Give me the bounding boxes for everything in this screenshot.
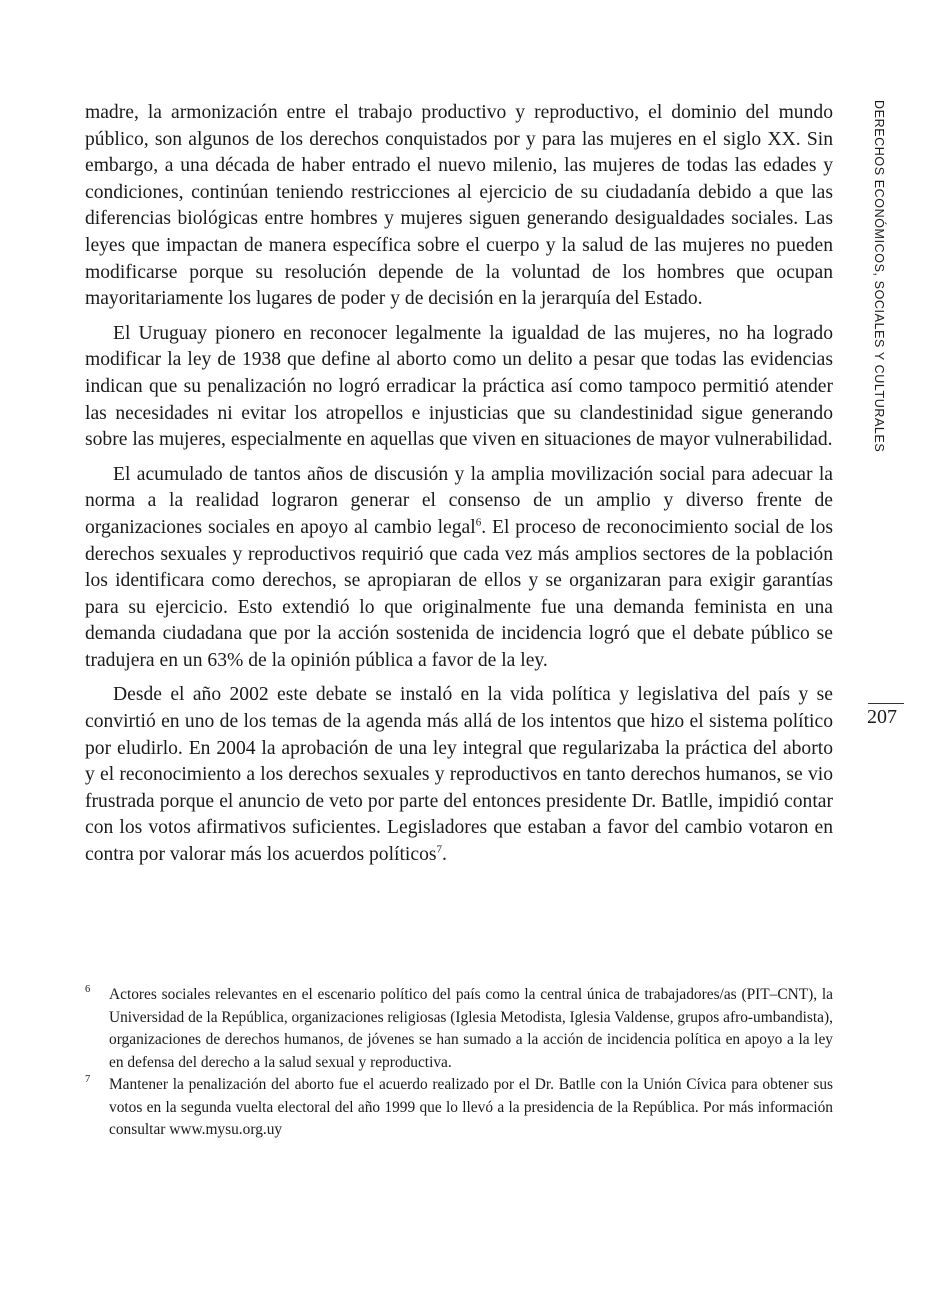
page-number-rule <box>868 703 904 704</box>
section-side-label: DERECHOS ECONÓMICOS, SOCIALES Y CULTURALES <box>872 100 886 453</box>
paragraph-3-text-a: El acumulado de tantos años de discusión y la amplia movilización social para adecuar la norma a la realidad lograron generar el consenso de un amplio y diverso frente de organizaciones sociales en apoyo al cambio legal <box>85 463 833 538</box>
footnote-ref-6: 6 <box>475 516 482 529</box>
paragraph-4-text-b: . <box>442 844 447 866</box>
footnote-ref-7: 7 <box>436 843 442 856</box>
footnote-text-6: Actores sociales relevantes en el escenario político del país como la central única de trabajadores/as (PIT–CNT), la Universidad de la República, organizaciones religiosas (Iglesia Metodista, Iglesia Valdense, grupos afro-umbandista), organizaciones de derechos humanos, de jóvenes se han sumado a la acción de incidencia política en apoyo a la ley en defensa del derecho a la salud sexual y reproductiva. <box>109 986 833 1071</box>
footnote-mark-6: 6 <box>85 984 91 995</box>
footnote-7 <box>85 1074 833 1142</box>
footnote-mark-7: 7 <box>85 1074 91 1085</box>
paragraph-4-text-a: Desde el año 2002 este debate se instaló en la vida política y legislativa del país y se convirtió en uno de los temas de la agenda más allá de los intentos que hizo el sistema político por eludirlo. En 2004 la aprobación de una ley integral que regularizaba la práctica del aborto y el reconocimiento a los derechos sexuales y reproductivos en tanto derechos humanos, se vio frustrada porque el anuncio de veto por parte del entonces presidente Dr. Batlle, impidió contar con los votos afirmativos suficientes. Legisladores que estaban a favor del cambio votaron en contra por valorar más los acuerdos políticos <box>85 684 833 866</box>
page-number: 207 <box>867 706 897 728</box>
body-text <box>85 100 833 877</box>
footnotes <box>85 984 833 1142</box>
footnote-text-7: Mantener la penalización del aborto fue el acuerdo realizado por el Dr. Batlle con la Unión Cívica para obtener sus votos en la segunda vuelta electoral del año 1999 que lo llevó a la presidencia de la República. Por más información consultar www.mysu.org.uy <box>109 1076 833 1138</box>
paragraph-3-text-b: . El proceso de reconocimiento social de los derechos sexuales y reproductivos requirió que cada vez más amplios sectores de la población los identificara como derechos, se apropiaran de ellos y se organizaran para exigir garantías para su ejercicio. Esto extendió lo que originalmente fue una demanda feminista en una demanda ciudadana que por la acción sostenida de incidencia logró que el debate público se tradujera en un 63% de la opinión pública a favor de la ley. <box>85 516 833 671</box>
paragraph-2: El Uruguay pionero en reconocer legalmente la igualdad de las mujeres, no ha logrado modificar la ley de 1938 que define al aborto como un delito a pesar que todas las evidencias indican que su penalización no logró erradicar la práctica así como tampoco permitió atender las necesidades ni evitar los atropellos e injusticias que su clandestinidad sigue generando sobre las mujeres, especialmente en aquellas que viven en situaciones de mayor vulnerabilidad. <box>85 322 833 451</box>
footnote-6 <box>85 984 833 1074</box>
paragraph-3 <box>85 462 833 675</box>
paragraph-4 <box>85 682 833 868</box>
paragraph-1: madre, la armonización entre el trabajo productivo y reproductivo, el dominio del mundo público, son algunos de los derechos conquistados por y para las mujeres en el siglo XX. Sin embargo, a una década de haber entrado el nuevo milenio, las mujeres de todas las edades y condiciones, continúan teniendo restricciones al ejercicio de su ciudadanía debido a que las diferencias biológicas entre hombres y mujeres siguen generando desigualdades sociales. Las leyes que impactan de manera específica sobre el cuerpo y la salud de las mujeres no pueden modificarse porque su resolución depende de la voluntad de los hombres que ocupan mayoritariamente los lugares de poder y de decisión en la jerarquía del Estado. <box>85 102 833 310</box>
